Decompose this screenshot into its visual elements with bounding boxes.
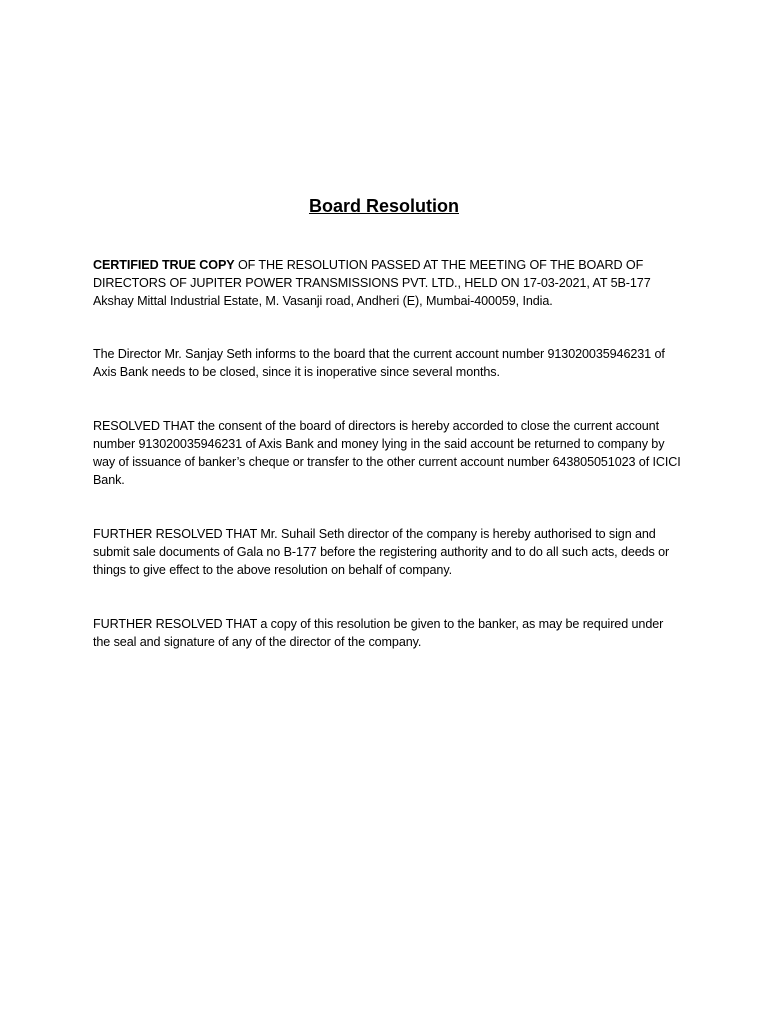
further-resolution-authorisation-paragraph: FURTHER RESOLVED THAT Mr. Suhail Seth director of the company is hereby authorised to sign and submit sale documents of Gala no B-177 before the registering authority and to do all such acts, deeds or things to give effect to the above resolution on behalf of company.: [93, 527, 670, 577]
document-title: Board Resolution: [308, 196, 459, 216]
intro-text: OF THE RESOLUTION PASSED AT THE MEETING OF THE BOARD OF DIRECTORS OF JUPITER POWER TRANSMISSIONS PVT. LTD., HELD ON 17-03-2021, AT 5B-177 Akshay Mittal Industrial Estate, M. Vasanji road, Andheri (E), Mumbai-400059, India.: [93, 258, 651, 308]
further-resolution-copy-paragraph: FURTHER RESOLVED THAT a copy of this resolution be given to the banker, as may be required under the seal and signature of any of the director of the company.: [93, 617, 664, 649]
director-notice-paragraph: The Director Mr. Sanjay Seth informs to the board that the current account number 913020035946231 of Axis Bank needs to be closed, since it is inoperative since several months.: [93, 347, 665, 379]
resolution-paragraph: RESOLVED THAT the consent of the board of directors is hereby accorded to close the current account number 913020035946231 of Axis Bank and money lying in the said account be returned to company by way of issuance of banker’s cheque or transfer to the other current account number 643805051023 of ICICI Bank.: [93, 419, 681, 487]
intro-paragraph: [93, 256, 683, 310]
certified-true-copy-label: CERTIFIED TRUE COPY: [93, 258, 235, 272]
